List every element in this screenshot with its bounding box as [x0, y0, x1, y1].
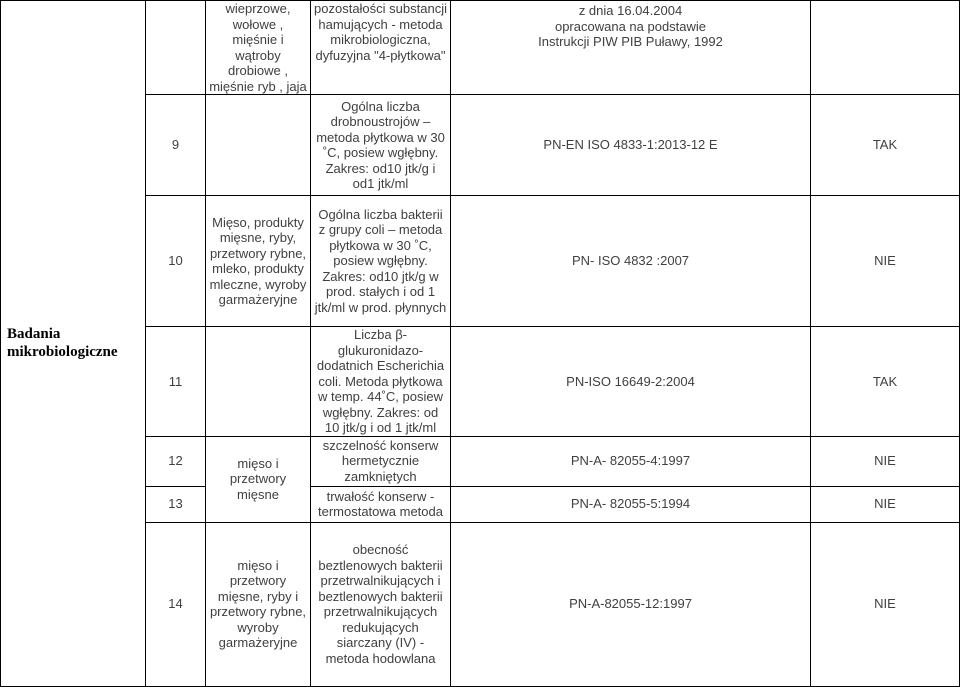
row-number: 14: [146, 522, 206, 686]
product-cell: [206, 327, 311, 437]
product-cell: wieprzowe, wołowe , mięśnie i wątroby drobiowe , mięśnie ryb , jaja: [206, 1, 311, 95]
row-number: 10: [146, 196, 206, 327]
method-cell: Ogólna liczba bakterii z grupy coli – metoda płytkowa w 30 ˚C, posiew wgłębny. Zakres: od10 jtk/g w prod. stałych i od 1 jtk/ml w prod. płynnych: [311, 196, 451, 327]
method-cell: trwałość konserw - termostatowa metoda: [311, 486, 451, 522]
method-cell: Ogólna liczba drobnoustrojów – metoda płytkowa w 30 ˚C, posiew wgłębny. Zakres: od10 jtk/g i od1 jtk/ml: [311, 95, 451, 196]
category-label: Badania mikrobiologiczne: [7, 326, 118, 361]
row-number: [146, 1, 206, 95]
row-number: 13: [146, 486, 206, 522]
category-cell: [1, 1, 146, 687]
accreditation-flag: NIE: [811, 486, 960, 522]
accreditation-flag: TAK: [811, 327, 960, 437]
accreditation-flag: [811, 1, 960, 95]
accreditation-flag: TAK: [811, 95, 960, 196]
product-cell: Mięso, produkty mięsne, ryby, przetwory rybne, mleko, produkty mleczne, wyroby garmażeryjne: [206, 196, 311, 327]
product-cell: [206, 95, 311, 196]
source-date: z dnia 16.04.2004: [578, 3, 683, 18]
method-cell: szczelność konserw hermetycznie zamkniętych: [311, 436, 451, 486]
standard-cell: PN-A- 82055-4:1997: [451, 436, 811, 486]
standard-cell: PN-A-82055-12:1997: [451, 522, 811, 686]
accreditation-flag: NIE: [811, 436, 960, 486]
row-number: 11: [146, 327, 206, 437]
standard-cell: PN- ISO 4832 :2007: [451, 196, 811, 327]
accreditation-flag: NIE: [811, 522, 960, 686]
row-number: 12: [146, 436, 206, 486]
source-instruction: Instrukcji PIW PIB Puławy, 1992: [538, 34, 723, 49]
product-cell: mięso i przetwory mięsne: [206, 436, 311, 522]
method-cell: pozostałości substancji hamujących - metoda mikrobiologiczna, dyfuzyjna "4-płytkowa": [311, 1, 451, 95]
standard-cell: [451, 1, 811, 95]
standard-cell: PN-EN ISO 4833-1:2013-12 E: [451, 95, 811, 196]
method-cell: obecność beztlenowych bakterii przetrwalnikujących i beztlenowych bakterii przetrwalnikujących redukujących siarczany (IV) - metoda hodowlana: [311, 522, 451, 686]
product-cell: mięso i przetwory mięsne, ryby i przetwory rybne, wyroby garmażeryjne: [206, 522, 311, 686]
method-cell: Liczba β-glukuronidazo-dodatnich Escherichia coli. Metoda płytkowa w temp. 44˚C, posiew wgłębny. Zakres: od 10 jtk/g i od 1 jtk/ml: [311, 327, 451, 437]
table-row: [1, 1, 960, 95]
standard-cell: PN-ISO 16649-2:2004: [451, 327, 811, 437]
accreditation-flag: NIE: [811, 196, 960, 327]
source-basis: opracowana na podstawie: [554, 18, 707, 34]
row-number: 9: [146, 95, 206, 196]
standard-cell: PN-A- 82055-5:1994: [451, 486, 811, 522]
